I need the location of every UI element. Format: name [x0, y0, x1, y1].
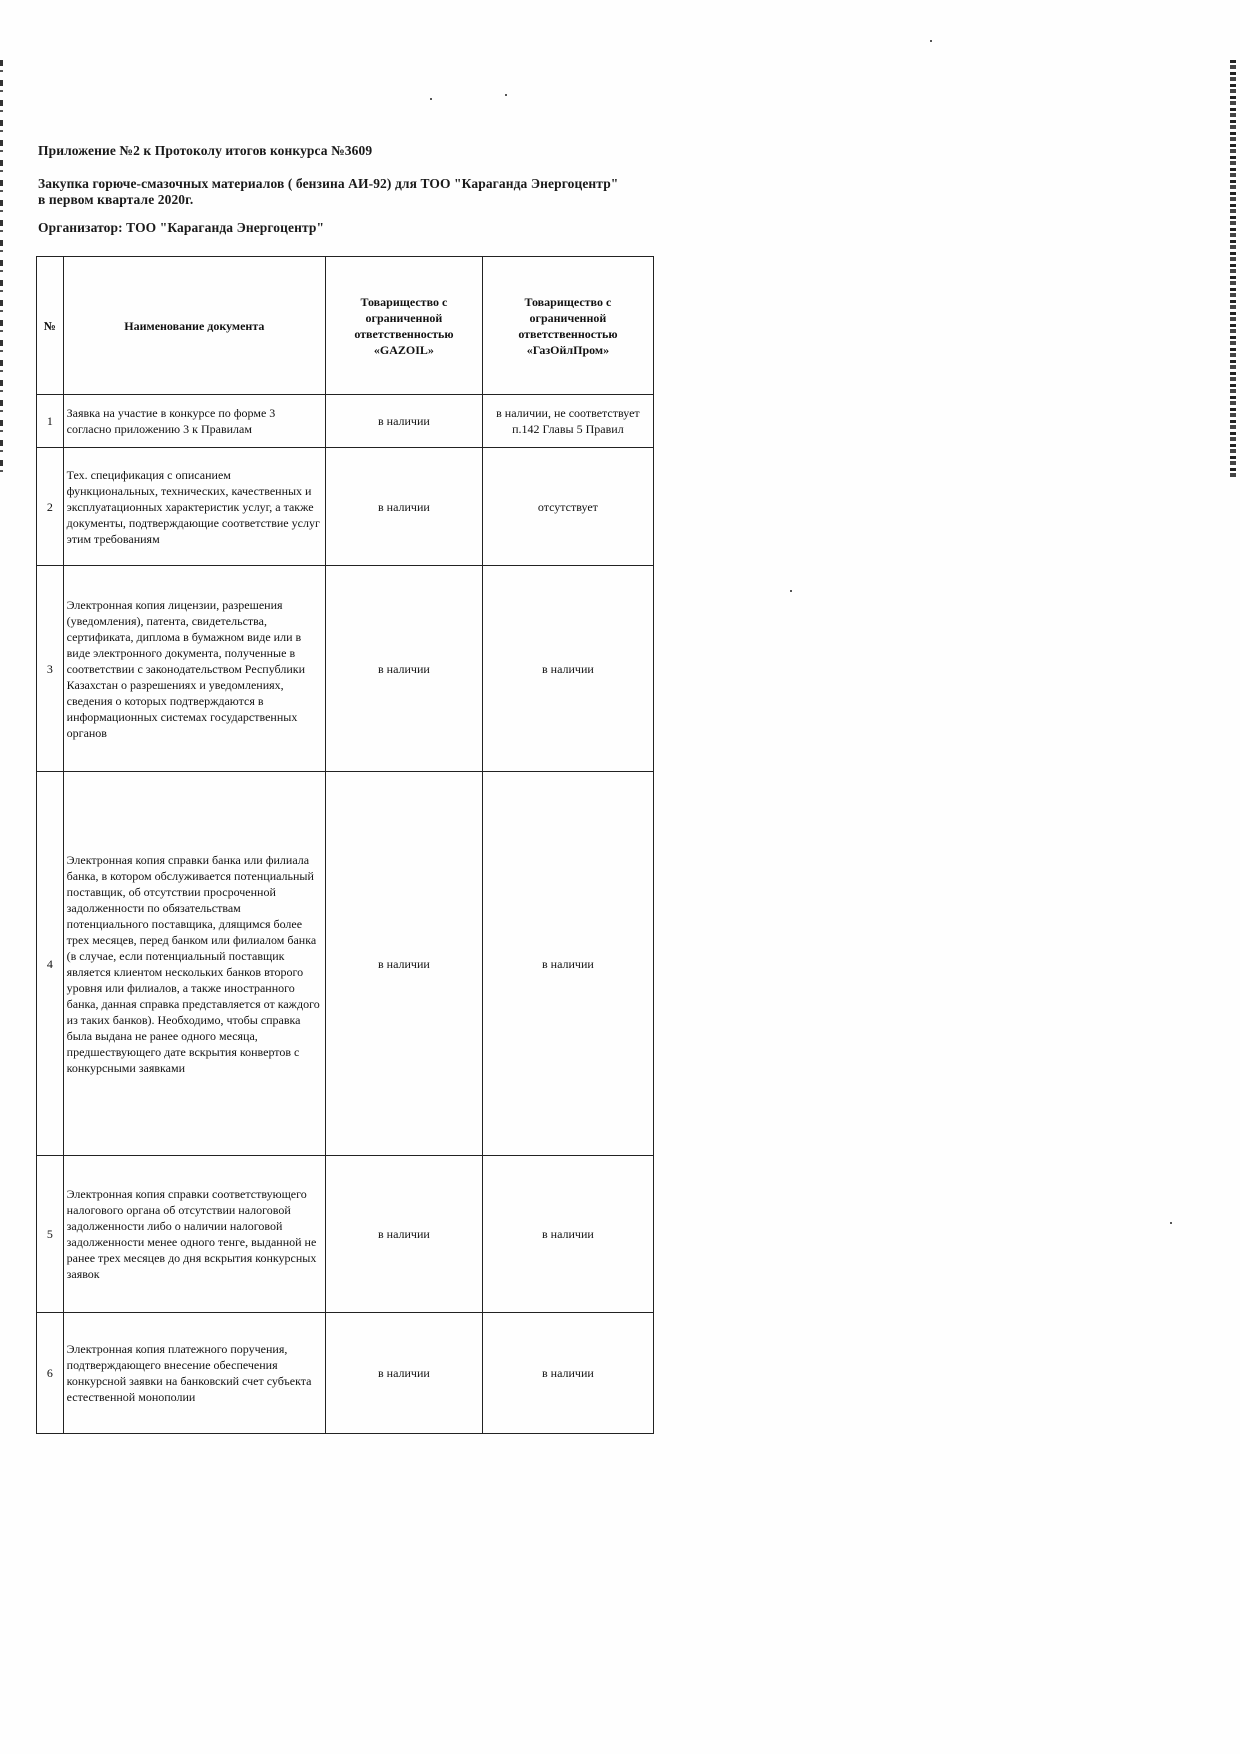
table-row	[37, 566, 654, 772]
column-header-number: №	[37, 257, 64, 395]
column-header-document-name: Наименование документа	[63, 257, 325, 395]
status-gazoil: в наличии	[326, 1156, 483, 1313]
scan-edge-artifact-left	[0, 60, 3, 480]
scan-speck	[430, 98, 432, 100]
status-gazoil: в наличии	[326, 448, 483, 566]
procurement-subject	[38, 176, 658, 208]
row-number: 4	[37, 772, 64, 1156]
status-gazoil: в наличии	[326, 1313, 483, 1434]
scan-speck	[505, 94, 507, 96]
status-gazoilprom: в наличии	[482, 566, 653, 772]
document-name: Заявка на участие в конкурсе по форме 3 согласно приложению 3 к Правилам	[63, 395, 325, 448]
row-number: 2	[37, 448, 64, 566]
document-name: Электронная копия платежного поручения, подтверждающего внесение обеспечения конкурсной заявки на банковский счет субъекта естественной монополии	[63, 1313, 325, 1434]
column-header-supplier-gazoil: Товарищество с ограниченной ответственностью «GAZOIL»	[326, 257, 483, 395]
status-gazoilprom: отсутствует	[482, 448, 653, 566]
row-number: 1	[37, 395, 64, 448]
table-row	[37, 772, 654, 1156]
status-gazoilprom: в наличии	[482, 1313, 653, 1434]
document-name: Электронная копия справки банка или филиала банка, в котором обслуживается потенциальный поставщик, об отсутствии просроченной задолженности по обязательствам потенциального поставщика, длящимся более трех месяцев, перед банком или филиалом банка (в случае, если потенциальный поставщик является клиентом нескольких банков второго уровня или филиалов, а также иностранного банка, данная справка представляется от каждого из таких банков). Необходимо, чтобы справка была выдана не ранее одного месяца, предшествующего дате вскрытия конвертов с конкурсными заявками	[63, 772, 325, 1156]
row-number: 5	[37, 1156, 64, 1313]
procurement-subject-line-1: Закупка горюче-смазочных материалов ( бензина АИ-92) для ТОО "Караганда Энергоцентр"	[38, 176, 619, 191]
row-number: 3	[37, 566, 64, 772]
scan-speck	[1170, 1222, 1172, 1224]
table-header-row	[37, 257, 654, 395]
status-gazoilprom: в наличии, не соответствует п.142 Главы 5 Правил	[482, 395, 653, 448]
document-name: Электронная копия лицензии, разрешения (уведомления), патента, свидетельства, сертификата, диплома в бумажном виде или в виде электронного документа, полученные в соответствии с законодательством Республики Казахстан о разрешениях и уведомлениях, сведения о которых подтверждаются в информационных системах государственных органов	[63, 566, 325, 772]
scan-speck	[930, 40, 932, 42]
status-gazoil: в наличии	[326, 395, 483, 448]
documents-table	[36, 256, 654, 1434]
procurement-subject-line-2: в первом квартале 2020г.	[38, 192, 194, 207]
status-gazoil: в наличии	[326, 566, 483, 772]
table-row	[37, 448, 654, 566]
column-header-supplier-gazoilprom: Товарищество с ограниченной ответственностью «ГазОйлПром»	[482, 257, 653, 395]
annex-title: Приложение №2 к Протоколу итогов конкурса №3609	[38, 143, 373, 158]
table-row	[37, 395, 654, 448]
organizer-line: Организатор: ТОО "Караганда Энергоцентр"	[38, 220, 325, 235]
scan-edge-artifact-right	[1230, 60, 1236, 480]
table-row	[37, 1156, 654, 1313]
document-name: Тех. спецификация с описанием функциональных, технических, качественных и эксплуатационных характеристик услуг, а также документы, подтверждающие соответствие услуг этим требованиям	[63, 448, 325, 566]
document-name: Электронная копия справки соответствующего налогового органа об отсутствии налоговой задолженности либо о наличии налоговой задолженности менее одного тенге, выданной не ранее трех месяцев до дня вскрытия конкурсных заявок	[63, 1156, 325, 1313]
table-row	[37, 1313, 654, 1434]
status-gazoil: в наличии	[326, 772, 483, 1156]
status-gazoilprom: в наличии	[482, 772, 653, 1156]
status-gazoilprom: в наличии	[482, 1156, 653, 1313]
scan-speck	[790, 590, 792, 592]
row-number: 6	[37, 1313, 64, 1434]
